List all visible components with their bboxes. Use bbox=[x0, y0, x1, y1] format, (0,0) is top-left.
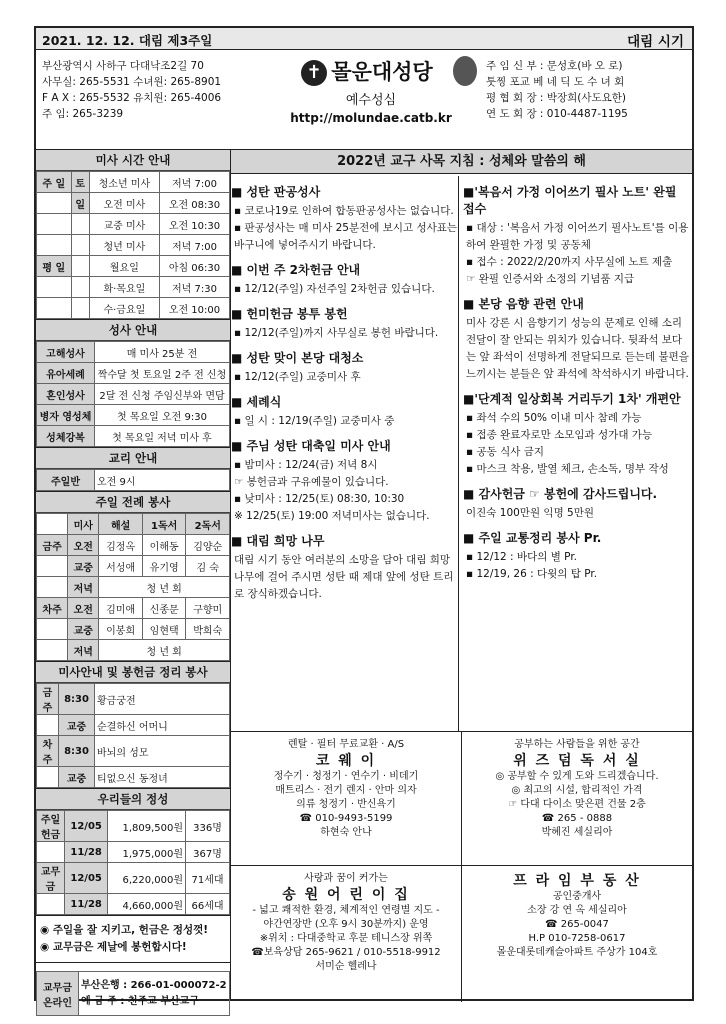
table-row bbox=[37, 684, 230, 715]
table-cell: 1독서 bbox=[142, 514, 186, 535]
table-cell: 평 일 bbox=[37, 256, 72, 277]
table-cell bbox=[71, 235, 89, 256]
ad-line: 정수기 · 청정기 · 연수기 · 비데기 bbox=[273, 771, 419, 782]
table-cell bbox=[71, 214, 89, 235]
table-cell: 교중 bbox=[68, 619, 99, 640]
notice-heading: ■ 세례식 bbox=[231, 395, 282, 409]
table-cell bbox=[37, 767, 59, 788]
table-cell: 오전 bbox=[68, 535, 99, 556]
note-line: ◉ 교무금은 제날에 봉헌합시다! bbox=[40, 941, 187, 953]
notice-text: ▪ 12/12(주일)까지 사무실로 봉헌 바랍니다. bbox=[234, 327, 439, 339]
table-row bbox=[37, 172, 230, 193]
notice-text: ▪ 일 시 : 12/19(주일) 교중미사 중 bbox=[234, 415, 395, 427]
table-cell: 성체강복 bbox=[37, 426, 95, 447]
church-building-icon bbox=[453, 56, 477, 86]
ad-line: 야간연장반 (오후 9시 30분까지) 운영 bbox=[263, 919, 429, 930]
table-cell: 이해동 bbox=[142, 535, 186, 556]
section-title: 교리 안내 bbox=[36, 448, 230, 469]
notice-text: ☞ 봉헌금과 구유예물이 있습니다. bbox=[234, 476, 389, 488]
table-cell: 화·목요일 bbox=[89, 277, 159, 298]
ad-box bbox=[462, 866, 692, 960]
table-cell bbox=[71, 277, 89, 298]
table-cell: 12/05 bbox=[65, 811, 108, 842]
table-cell: 2독서 bbox=[186, 514, 230, 535]
table-cell bbox=[71, 298, 89, 319]
ad-line: ☎ 010-9493-5199 bbox=[299, 813, 393, 824]
section-title: 주일 전례 봉사 bbox=[36, 492, 230, 513]
table-cell: 금주 bbox=[37, 684, 59, 715]
table-cell bbox=[37, 715, 59, 736]
table-row bbox=[37, 577, 230, 598]
table-cell: 매 미사 25분 전 bbox=[95, 342, 230, 363]
ad-line: 몰운대롯데캐슬아파트 주상가 104호 bbox=[496, 947, 658, 958]
notice-heading: ■ 주일 교통정리 봉사 Pr. bbox=[463, 531, 602, 545]
pastor-phone: 주 임: 265-3239 bbox=[42, 108, 124, 120]
table-cell: 금주 bbox=[37, 535, 68, 556]
table-cell: 오전 08:30 bbox=[159, 193, 229, 214]
table-cell bbox=[37, 277, 72, 298]
notice-text: ▪ 12/12(주일) 교중미사 후 bbox=[234, 371, 361, 383]
table-cell: 구향미 bbox=[186, 598, 230, 619]
church-logo bbox=[261, 56, 481, 125]
table-cell: 청 년 회 bbox=[99, 577, 230, 598]
table-cell: 짝수달 첫 토요일 2주 전 신청 bbox=[95, 363, 230, 384]
season-label: 대림 시기 bbox=[627, 34, 684, 50]
table-row bbox=[37, 715, 230, 736]
table-cell: 오전 10:00 bbox=[159, 298, 229, 319]
notice-text: ▪ 밤미사 : 12/24(금) 저녁 8시 bbox=[234, 459, 378, 471]
notice-heading: ■ 대림 희망 나무 bbox=[231, 534, 325, 548]
table-cell: 김정옥 bbox=[99, 535, 143, 556]
ad-line: - 넓고 쾌적한 환경, 체계적인 연령별 지도 - bbox=[252, 905, 440, 916]
notice-heading: ■'복음서 가정 이어쓰기 필사 노트' 완필 접수 bbox=[463, 185, 677, 216]
notice-text: ▪ 12/19, 26 : 다윗의 탑 Pr. bbox=[466, 568, 598, 580]
ad-box bbox=[462, 732, 692, 840]
table-cell: 티없으신 동정녀 bbox=[95, 767, 230, 788]
table-cell: 1,809,500원 bbox=[108, 811, 186, 842]
table-cell: 11/28 bbox=[65, 842, 108, 863]
table-cell: 4,660,000원 bbox=[108, 894, 186, 915]
table-cell: 청소년 미사 bbox=[89, 172, 159, 193]
officer-line: 평 협 회 장 : 박장희(사도요한) bbox=[486, 92, 626, 104]
phone-line: 사무실: 265-5531 수녀원: 265-8901 bbox=[42, 76, 222, 88]
section-title: 미사 시간 안내 bbox=[36, 150, 230, 171]
table-cell: 오전 bbox=[68, 598, 99, 619]
ad-box bbox=[231, 732, 461, 840]
officers bbox=[486, 58, 628, 122]
table-cell: 유기영 bbox=[142, 556, 186, 577]
notice-text: 이진숙 100만원 익명 5만원 bbox=[466, 507, 595, 519]
table-cell: 첫 목요일 오전 9:30 bbox=[95, 405, 230, 426]
table-cell bbox=[37, 556, 68, 577]
table-row bbox=[37, 384, 230, 405]
table-cell bbox=[71, 256, 89, 277]
table-row bbox=[37, 277, 230, 298]
table-cell: 고해성사 bbox=[37, 342, 95, 363]
ad-line: 하현숙 안나 bbox=[320, 827, 372, 838]
table-row bbox=[37, 514, 230, 535]
table-cell bbox=[37, 894, 65, 915]
header bbox=[36, 50, 692, 150]
notice-text: ▪ 판공성사는 매 미사 25분전에 보시고 성사표는 바구니에 넣어주시기 바랍니다. bbox=[234, 222, 458, 251]
table-cell: 청년 미사 bbox=[89, 235, 159, 256]
church-subtitle: 예수성심 bbox=[345, 93, 397, 108]
table-cell bbox=[37, 214, 72, 235]
table-cell: 병자 영성체 bbox=[37, 405, 95, 426]
table-row bbox=[37, 535, 230, 556]
table-cell: 8:30 bbox=[59, 736, 95, 767]
ad-line: 공인중개사 bbox=[552, 891, 602, 902]
section-title: 미사안내 및 봉헌금 정리 봉사 bbox=[36, 662, 230, 683]
table-cell bbox=[37, 619, 68, 640]
notice-text: ▪ 낮미사 : 12/25(토) 08:30, 10:30 bbox=[234, 493, 405, 505]
left-column bbox=[36, 150, 231, 1009]
cross-icon: ✝ bbox=[301, 60, 327, 86]
table-cell: 6,220,000원 bbox=[108, 863, 186, 894]
announcements bbox=[231, 150, 692, 731]
table-cell bbox=[37, 842, 65, 863]
announcement-column-2 bbox=[463, 176, 691, 583]
table-cell: 일 bbox=[71, 193, 89, 214]
online-label: 교무금 온라인 bbox=[37, 972, 79, 1016]
church-name: 몰운대성당 bbox=[331, 60, 433, 84]
table-cell: 336명 bbox=[186, 811, 230, 842]
notice-text: ▪ 마스크 착용, 발열 체크, 손소독, 명부 작성 bbox=[466, 463, 669, 475]
catechism bbox=[36, 448, 230, 492]
table-cell: 저녁 7:30 bbox=[159, 277, 229, 298]
table-cell: 첫 목요일 저녁 미사 후 bbox=[95, 426, 230, 447]
table-row bbox=[37, 894, 230, 915]
table-row bbox=[37, 811, 230, 842]
table-cell: 8:30 bbox=[59, 684, 95, 715]
table-row bbox=[37, 863, 230, 894]
table-cell: 김양순 bbox=[186, 535, 230, 556]
table-cell: 2달 전 신청 주임신부와 면담 bbox=[95, 384, 230, 405]
table-cell: 월요일 bbox=[89, 256, 159, 277]
ad-tagline: 공부하는 사람들을 위한 공간 bbox=[514, 739, 640, 750]
table-row bbox=[37, 426, 230, 447]
officer-line: 주 임 신 부 : 문성호(바 오 로) bbox=[486, 60, 623, 72]
table-cell: 김 숙 bbox=[186, 556, 230, 577]
table-cell: 주일헌금 bbox=[37, 811, 65, 842]
ad-name: 코 웨 이 bbox=[315, 753, 377, 769]
table-cell: 11/28 bbox=[65, 894, 108, 915]
table-cell bbox=[37, 298, 72, 319]
officer-line: 툿찡 포교 베 네 딕 도 수 녀 회 bbox=[486, 76, 625, 88]
table-cell: 박희숙 bbox=[186, 619, 230, 640]
announcement-column-1 bbox=[231, 176, 459, 731]
ad-line: ☎ 265-0047 bbox=[545, 919, 609, 930]
issue-date: 2021. 12. 12. 대림 제3주일 bbox=[42, 33, 213, 48]
notice-heading: ■ 성탄 맞이 본당 대청소 bbox=[231, 351, 364, 365]
table-cell: 66세대 bbox=[186, 894, 230, 915]
ad-line: 서미순 헬레나 bbox=[315, 961, 377, 972]
notice-text: ▪ 코로나19로 인하여 합동판공성사는 없습니다. bbox=[234, 205, 454, 217]
table-cell bbox=[37, 640, 68, 661]
table-row bbox=[37, 235, 230, 256]
table-cell: 신종문 bbox=[142, 598, 186, 619]
table-cell: 저녁 bbox=[68, 640, 99, 661]
table-row bbox=[37, 767, 230, 788]
table-row bbox=[37, 470, 230, 491]
ad-tagline: 렌탈 · 필터 무료교환 · A/S bbox=[287, 739, 405, 750]
table-cell: 저녁 7:00 bbox=[159, 172, 229, 193]
table-cell: 해설 bbox=[99, 514, 143, 535]
table-cell bbox=[37, 235, 72, 256]
mass-times bbox=[36, 150, 230, 320]
table-cell: 차주 bbox=[37, 598, 68, 619]
liturgy-service bbox=[36, 492, 230, 662]
table-cell: 아침 06:30 bbox=[159, 256, 229, 277]
notice-heading: ■ 주님 성탄 대축일 미사 안내 bbox=[231, 439, 391, 453]
table-cell: 순결하신 어머니 bbox=[95, 715, 230, 736]
table-cell: 교중 bbox=[59, 715, 95, 736]
notice-text: 대림 시기 동안 여러분의 소망을 담아 대림 희망 나무에 걸어 주시면 성탄 때 제대 앞에 성탄 트리로 장식하겠습니다. bbox=[234, 554, 454, 600]
table-row bbox=[37, 640, 230, 661]
notice-heading: ■ 이번 주 2차헌금 안내 bbox=[231, 263, 361, 277]
table-cell: 바뇌의 성모 bbox=[95, 736, 230, 767]
table-cell: 청 년 회 bbox=[99, 640, 230, 661]
table-cell: 주 일 bbox=[37, 172, 72, 193]
ad-line: ☎보육상담 265-9621 / 010-5518-9912 bbox=[251, 947, 441, 958]
table-cell: 오전 9시 bbox=[95, 470, 230, 491]
section-title: 성사 안내 bbox=[36, 320, 230, 341]
sacraments bbox=[36, 320, 230, 448]
contact-info bbox=[42, 58, 221, 122]
notice-text: ▪ 접수 : 2022/2/20까지 사무실에 노트 제출 bbox=[466, 256, 673, 268]
table-cell: 주일반 bbox=[37, 470, 95, 491]
notice-text: ▪ 12/12 : 바다의 별 Pr. bbox=[466, 551, 578, 563]
ad-box bbox=[231, 866, 461, 974]
table-row bbox=[37, 405, 230, 426]
table-cell: 교중 bbox=[59, 767, 95, 788]
table-cell: 오전 10:30 bbox=[159, 214, 229, 235]
table-cell: 교중 bbox=[68, 556, 99, 577]
table-cell: 수·금요일 bbox=[89, 298, 159, 319]
table-row bbox=[37, 214, 230, 235]
note-line: ◉ 주일을 잘 지키고, 헌금은 정성껏! bbox=[40, 924, 209, 936]
table-cell: 임현택 bbox=[142, 619, 186, 640]
account-holder: 예 금 주 : 천주교 부산교구 bbox=[81, 995, 200, 1007]
table-row bbox=[37, 363, 230, 384]
notice-text: ▪ 12/12(주일) 자선주일 2차헌금 있습니다. bbox=[234, 283, 435, 295]
bank-account: 부산은행 : 266-01-000072-2 bbox=[81, 979, 227, 991]
notice-heading: ■ 성탄 판공성사 bbox=[231, 185, 321, 199]
notice-heading: ■ 본당 음향 관련 안내 bbox=[463, 297, 584, 311]
table-cell: 이봉희 bbox=[99, 619, 143, 640]
section-title: 우리들의 정성 bbox=[36, 789, 230, 810]
table-cell: 12/05 bbox=[65, 863, 108, 894]
officer-line: 연 도 회 장 : 010-4487-1195 bbox=[486, 108, 628, 120]
ad-line: ◎ 공부할 수 있게 도와 드리겠습니다. bbox=[495, 771, 659, 782]
notice-text: ▪ 좌석 수의 50% 이내 미사 참례 가능 bbox=[466, 412, 642, 424]
offering-notes bbox=[36, 916, 230, 963]
table-cell: 교무금 bbox=[37, 863, 65, 894]
ad-line: 박혜진 세실리아 bbox=[541, 827, 613, 838]
table-cell bbox=[37, 514, 68, 535]
ad-line: ◎ 최고의 시설, 합리적인 가격 bbox=[511, 785, 643, 796]
table-row bbox=[37, 298, 230, 319]
notice-text: ▪ 공동 식사 금지 bbox=[466, 446, 544, 458]
table-row bbox=[37, 598, 230, 619]
notice-heading: ■ 감사헌금 ☞ 봉헌에 감사드립니다. bbox=[463, 487, 658, 501]
ad-name: 송 원 어 린 이 집 bbox=[282, 887, 410, 903]
table-cell: 혼인성사 bbox=[37, 384, 95, 405]
date-bar bbox=[36, 28, 692, 50]
bulletin-page bbox=[34, 26, 694, 1009]
table-row bbox=[37, 842, 230, 863]
table-cell: 미사 bbox=[68, 514, 99, 535]
ad-line: H.P 010-7258-0617 bbox=[528, 933, 626, 944]
notice-text: ▪ 접종 완료자로만 소모임과 성가대 가능 bbox=[466, 429, 653, 441]
website-link[interactable]: http://molundae.catb.kr bbox=[290, 111, 452, 125]
table-cell: 367명 bbox=[186, 842, 230, 863]
offerings bbox=[36, 789, 230, 916]
guide-service bbox=[36, 662, 230, 789]
advertisements bbox=[231, 731, 692, 1001]
table-cell: 오전 미사 bbox=[89, 193, 159, 214]
ad-name: 프 라 임 부 동 산 bbox=[513, 873, 641, 889]
pastoral-theme: 2022년 교구 사목 지침 : 성체와 말씀의 해 bbox=[231, 150, 692, 174]
table-row bbox=[37, 556, 230, 577]
ad-line: ※위치 : 다대중학교 후문 테니스장 위쪽 bbox=[259, 933, 433, 944]
notice-text: 미사 강론 시 음향기기 성능의 문제로 인해 소리 전달이 잘 안되는 위치가 있습니다. 뒷좌석 보다는 앞 좌석이 선명하게 전달되므로 듣는데 불편을 느끼시는 분들은 앞 좌석에 착석하시기 바랍니다. bbox=[466, 317, 689, 380]
ad-tagline: 사랑과 꿈이 커가는 bbox=[304, 873, 388, 884]
notice-heading: ■ 헌미헌금 봉투 봉헌 bbox=[231, 307, 348, 321]
table-cell: 차주 bbox=[37, 736, 59, 767]
table-row bbox=[37, 619, 230, 640]
table-row bbox=[37, 342, 230, 363]
notice-heading: ■'단계적 일상회복 거리두기 1차' 개편안 bbox=[463, 392, 681, 406]
notice-text: ※ 12/25(토) 19:00 저녁미사는 없습니다. bbox=[234, 510, 430, 522]
ad-line: 의류 청정기 · 반신욕기 bbox=[296, 799, 396, 810]
ad-line: 소장 강 연 옥 세실리아 bbox=[527, 905, 627, 916]
address: 부산광역시 사하구 다대낙조2길 70 bbox=[42, 60, 204, 72]
table-cell: 황금궁전 bbox=[95, 684, 230, 715]
table-cell: 토 bbox=[71, 172, 89, 193]
table-cell bbox=[37, 577, 68, 598]
table-row bbox=[37, 193, 230, 214]
table-cell: 1,975,000원 bbox=[108, 842, 186, 863]
table-row bbox=[37, 256, 230, 277]
notice-text: ▪ 대상 : '복음서 가정 이어쓰기 필사노트'를 이용하여 완필한 가정 및 공동체 bbox=[466, 222, 689, 251]
notice-text: ☞ 완필 인증서와 소정의 기념품 지급 bbox=[466, 273, 635, 285]
table-cell: 저녁 7:00 bbox=[159, 235, 229, 256]
fax-line: F A X : 265-5532 유치원: 265-4006 bbox=[42, 92, 222, 104]
table-cell bbox=[37, 193, 72, 214]
ad-name: 위 즈 덤 독 서 실 bbox=[513, 753, 641, 769]
table-row bbox=[37, 736, 230, 767]
ad-line: ☞ 다대 다이소 맞은편 건물 2층 bbox=[508, 799, 646, 810]
ad-line: 매트리스 · 전기 렌지 · 안마 의자 bbox=[275, 785, 417, 796]
table-cell: 저녁 bbox=[68, 577, 99, 598]
online-account bbox=[36, 971, 230, 1016]
ad-line: ☎ 265 - 0888 bbox=[541, 813, 613, 824]
table-cell: 김미애 bbox=[99, 598, 143, 619]
table-cell: 서성애 bbox=[99, 556, 143, 577]
table-cell: 유아세례 bbox=[37, 363, 95, 384]
table-cell: 71세대 bbox=[186, 863, 230, 894]
table-cell: 교중 미사 bbox=[89, 214, 159, 235]
